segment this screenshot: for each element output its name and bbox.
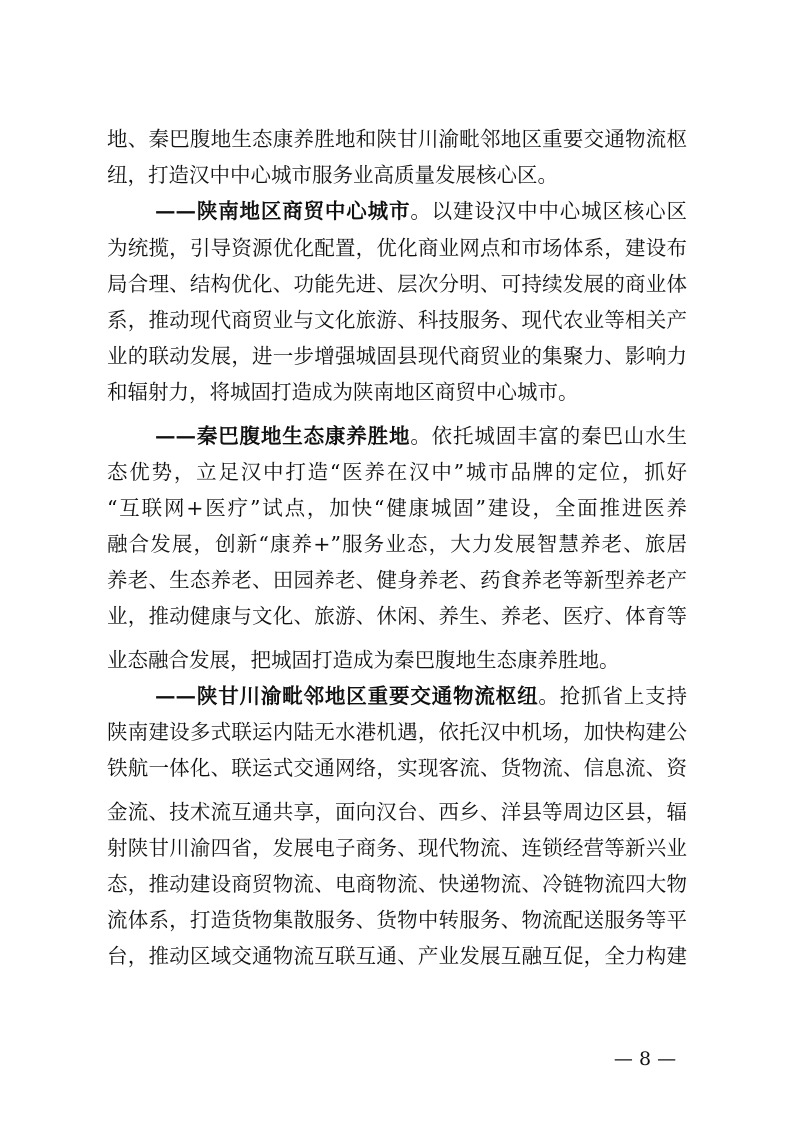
paragraph-line: 纽，打造汉中中心城市服务业高质量发展核心区。 <box>107 163 558 187</box>
paragraph-line: 态，推动建设商贸物流、电商物流、快递物流、冷链物流四大物 <box>107 872 687 896</box>
paragraph-line: “互联网+医疗”试点，加快“健康城固”建设，全面推进医养 <box>107 496 687 520</box>
paragraph-line: 养老、生态养老、田园养老、健身养老、药食养老等新型养老产 <box>107 568 687 592</box>
paragraph-line: 业态融合发展，把城固打造成为秦巴腹地生态康养胜地。 <box>107 648 620 672</box>
paragraph-line: 业的联动发展，进一步增强城固县现代商贸业的集聚力、影响力 <box>107 344 687 368</box>
paragraph-line: 业，推动健康与文化、旅游、休闲、养生、养老、医疗、体育等 <box>107 604 687 628</box>
paragraph-line: 陕南建设多式联运内陆无水港机遇，依托汉中机场，加快构建公 <box>107 720 687 744</box>
section-heading: ——秦巴腹地生态康养胜地 <box>155 424 411 448</box>
paragraph-line: 流体系，打造货物集散服务、货物中转服务、物流配送服务等平 <box>107 908 687 932</box>
paragraph-line: 台，推动区域交通物流互联互通、产业发展互融互促，全力构建 <box>107 944 687 968</box>
paragraph-line: 局合理、结构优化、功能先进、层次分明、可持续发展的商业体 <box>107 272 687 296</box>
paragraph-line: 地、秦巴腹地生态康养胜地和陕甘川渝毗邻地区重要交通物流枢 <box>107 127 687 151</box>
section-text: 。依托城固丰富的秦巴山水生 <box>410 424 687 448</box>
paragraph-line: 金流、技术流互通共享，面向汉台、西乡、洋县等周边区县，辐 <box>107 800 687 824</box>
section-text: 。以建设汉中中心城区核心区 <box>410 199 687 223</box>
paragraph-line: 融合发展，创新“康养+”服务业态，大力发展智慧养老、旅居 <box>107 532 687 556</box>
section-first-line <box>155 682 687 710</box>
section-heading: ——陕甘川渝毗邻地区重要交通物流枢纽 <box>155 684 539 708</box>
paragraph-line: 态优势，立足汉中打造“医养在汉中”城市品牌的定位，抓好 <box>107 460 687 484</box>
paragraph-line: 和辐射力，将城固打造成为陕南地区商贸中心城市。 <box>107 380 579 404</box>
paragraph-line: 为统揽，引导资源优化配置，优化商业网点和市场体系，建设布 <box>107 236 687 260</box>
page-number: — 8 — <box>613 1048 677 1070</box>
section-heading: ——陕南地区商贸中心城市 <box>155 199 411 223</box>
paragraph-line: 射陕甘川渝四省，发展电子商务、现代物流、连锁经营等新兴业 <box>107 836 687 860</box>
section-first-line <box>155 422 687 450</box>
paragraph-line: 系，推动现代商贸业与文化旅游、科技服务、现代农业等相关产 <box>107 308 687 332</box>
section-first-line <box>155 197 687 225</box>
paragraph-line: 铁航一体化、联运式交通网络，实现客流、货物流、信息流、资 <box>107 756 687 780</box>
section-text: 。抢抓省上支持 <box>538 684 687 708</box>
